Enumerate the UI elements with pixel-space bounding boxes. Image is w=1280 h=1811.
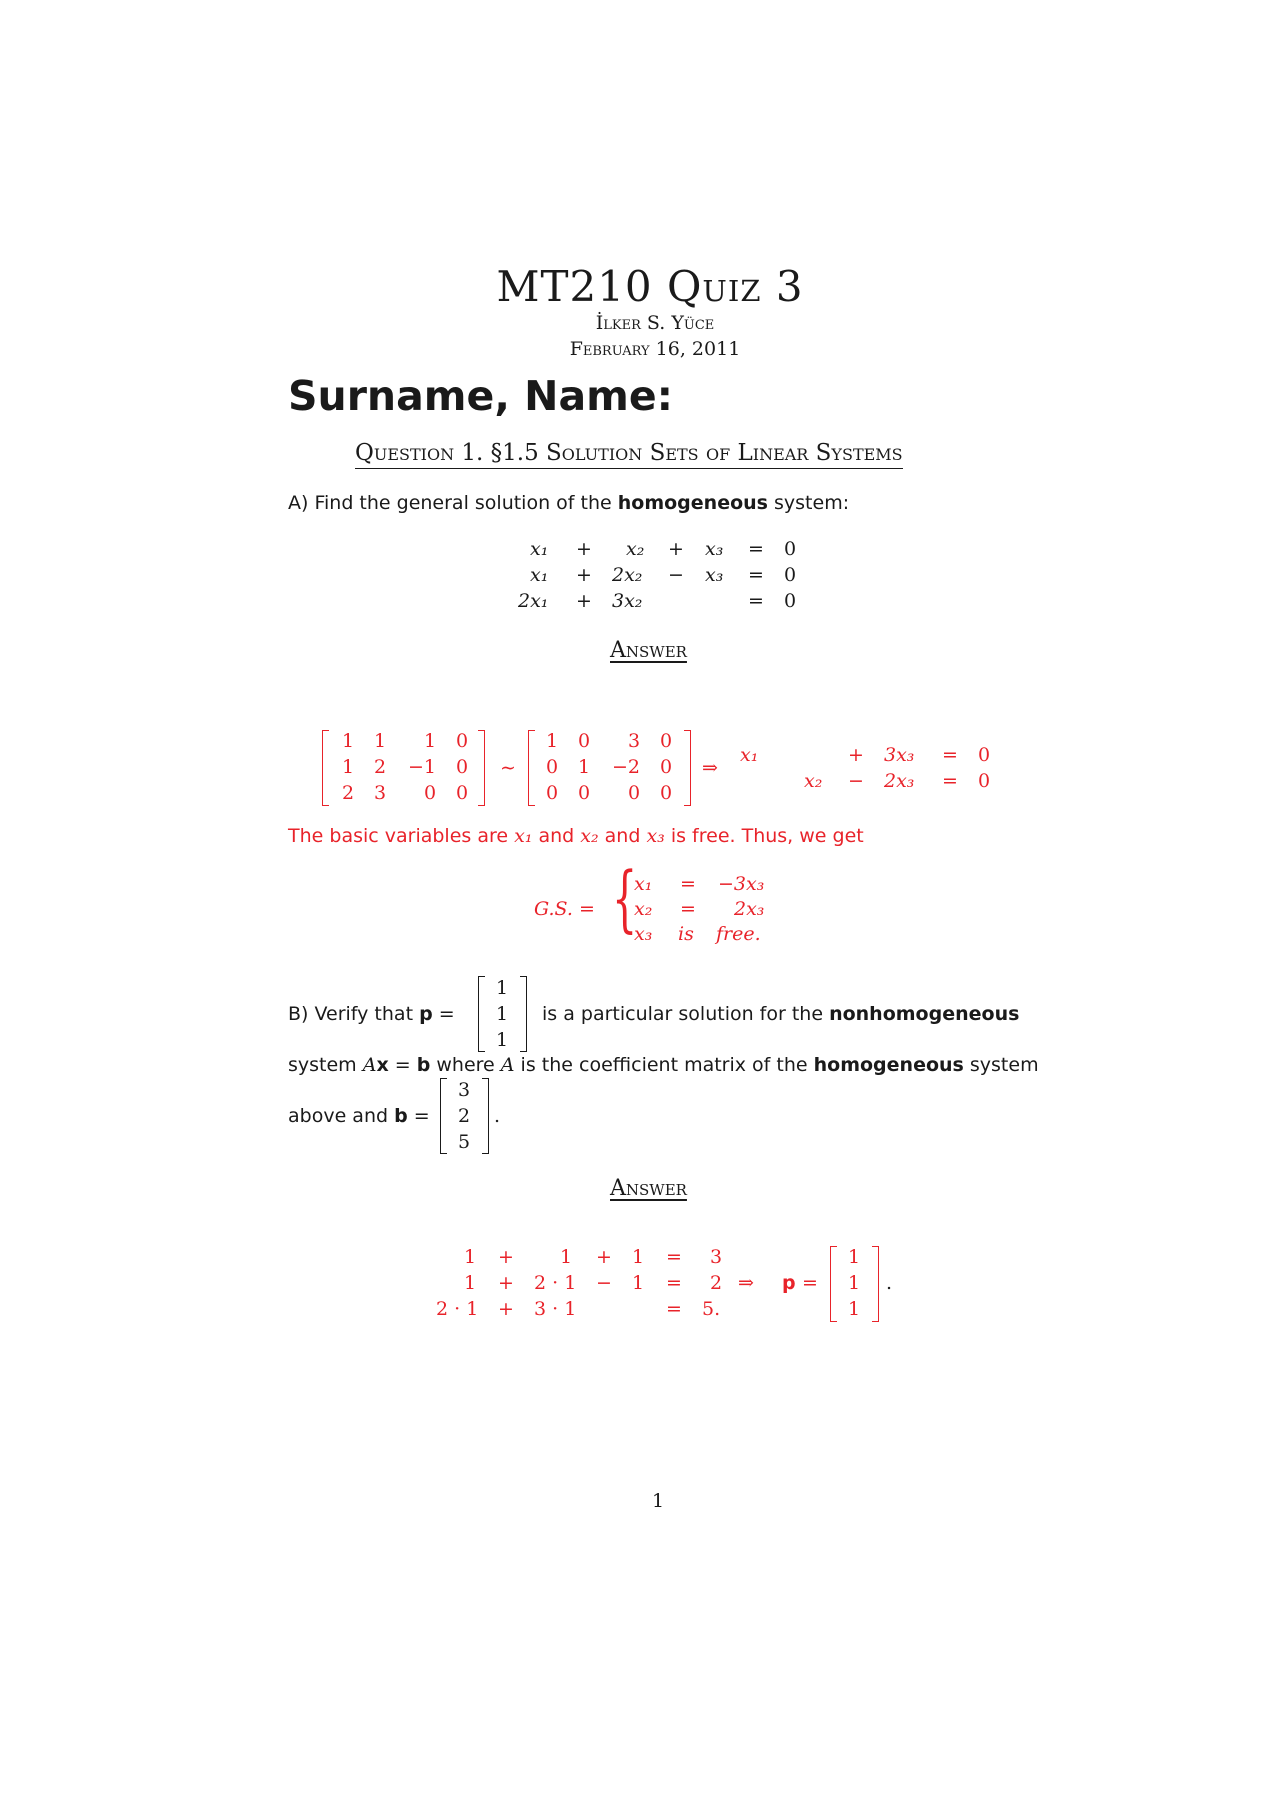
final-period: . xyxy=(886,1272,893,1294)
vector-right-bracket xyxy=(482,1078,489,1154)
gs-label: G.S. = xyxy=(534,898,595,920)
author: İlker S. Yüce xyxy=(595,312,715,334)
question-heading: Question 1. §1.5 Solution Sets of Linear Systems xyxy=(355,440,903,469)
answer-label-b: Answer xyxy=(610,1176,687,1201)
vector-right-bracket xyxy=(520,976,527,1052)
part-a-prompt: A) Find the general solution of the homogeneous system: xyxy=(288,492,850,514)
left-brace: { xyxy=(612,856,638,940)
basic-variables-text: The basic variables are x₁ and x₂ and x₃ is free. Thus, we get xyxy=(288,825,864,847)
part-b-line-3: above and b = xyxy=(288,1105,430,1127)
matrix-left-bracket xyxy=(528,730,535,806)
matrix-left-bracket xyxy=(322,730,329,806)
matrix-right-bracket xyxy=(684,730,691,806)
matrix-right-bracket xyxy=(478,730,485,806)
row-equivalent-tilde: ∼ xyxy=(500,757,516,779)
part-b-line-2: system Ax = b where A is the coefficient matrix of the homogeneous system xyxy=(288,1054,1039,1076)
part-b-line-1-tail: is a particular solution for the nonhomogeneous xyxy=(542,1003,1020,1025)
part-b-line-1: B) Verify that p = xyxy=(288,1003,455,1025)
answer-label-a: Answer xyxy=(610,638,687,663)
page-title: MT210 Quiz 3 xyxy=(496,262,804,311)
date: February 16, 2011 xyxy=(569,338,741,360)
implies-arrow: ⇒ xyxy=(738,1272,754,1294)
implies-arrow: ⇒ xyxy=(702,757,718,779)
page-number: 1 xyxy=(651,1490,665,1512)
surname-name-label: Surname, Name: xyxy=(288,372,674,420)
vector-left-bracket xyxy=(440,1078,447,1154)
vector-left-bracket xyxy=(830,1246,837,1322)
vector-left-bracket xyxy=(478,976,485,1052)
vector-right-bracket xyxy=(872,1246,879,1322)
